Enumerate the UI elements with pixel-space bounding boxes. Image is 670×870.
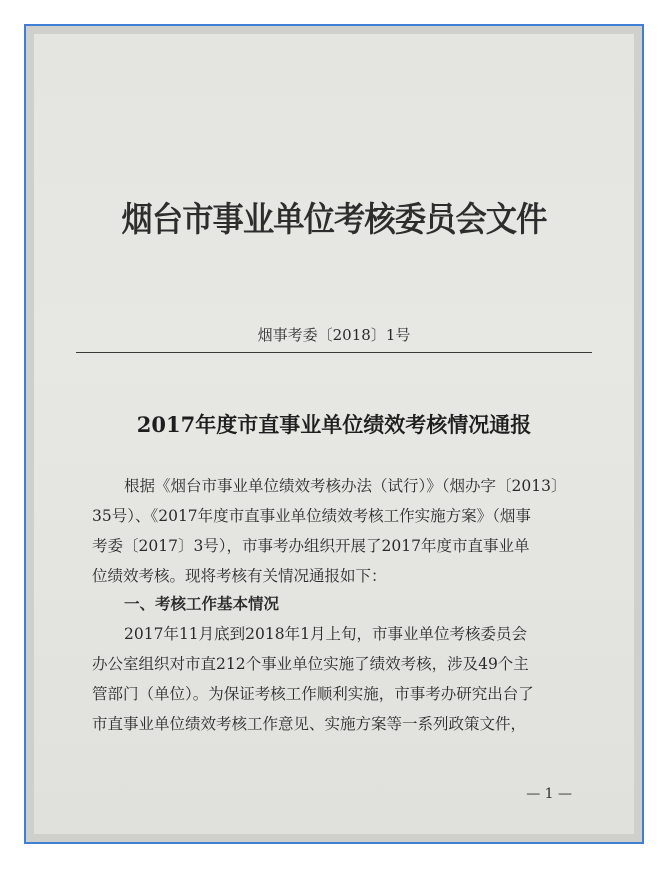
paragraph-line: 管部门（单位）。为保证考核工作顺利实施，市事考办研究出台了 [92,685,534,703]
paragraph-line: 市直事业单位绩效考核工作意见、实施方案等一系列政策文件， [92,715,527,733]
report-title: 2017年度市直事业单位绩效考核情况通报 [136,412,532,437]
page-number: — 1 — [526,786,572,802]
paragraph-line: 办公室组织对市直212个事业单位实施了绩效考核，涉及49个主 [92,655,529,673]
document-header-title: 烟台市事业单位考核委员会文件 [121,200,547,240]
paragraph-line: 根据《烟台市事业单位绩效考核办法（试行）》（烟办字〔2013〕 [124,477,567,495]
body-paragraph [92,619,594,739]
document-page [34,34,634,834]
paragraph-line: 位绩效考核。现将考核有关情况通报如下： [92,567,387,585]
paragraph-line: 2017年11月底到2018年1月上旬，市事业单位考核委员会 [124,625,527,643]
intro-paragraph [92,471,594,591]
paragraph-line: 考委〔2017〕3号），市事考办组织开展了2017年度市直事业单 [92,537,530,555]
section-heading: 一、考核工作基本情况 [124,595,280,613]
header-divider [76,352,592,353]
document-number: 烟事考委〔2018〕1号 [257,326,411,344]
image-frame [24,24,644,844]
paragraph-line: 35号）、《2017年度市直事业单位绩效考核工作实施方案》（烟事 [92,507,531,525]
